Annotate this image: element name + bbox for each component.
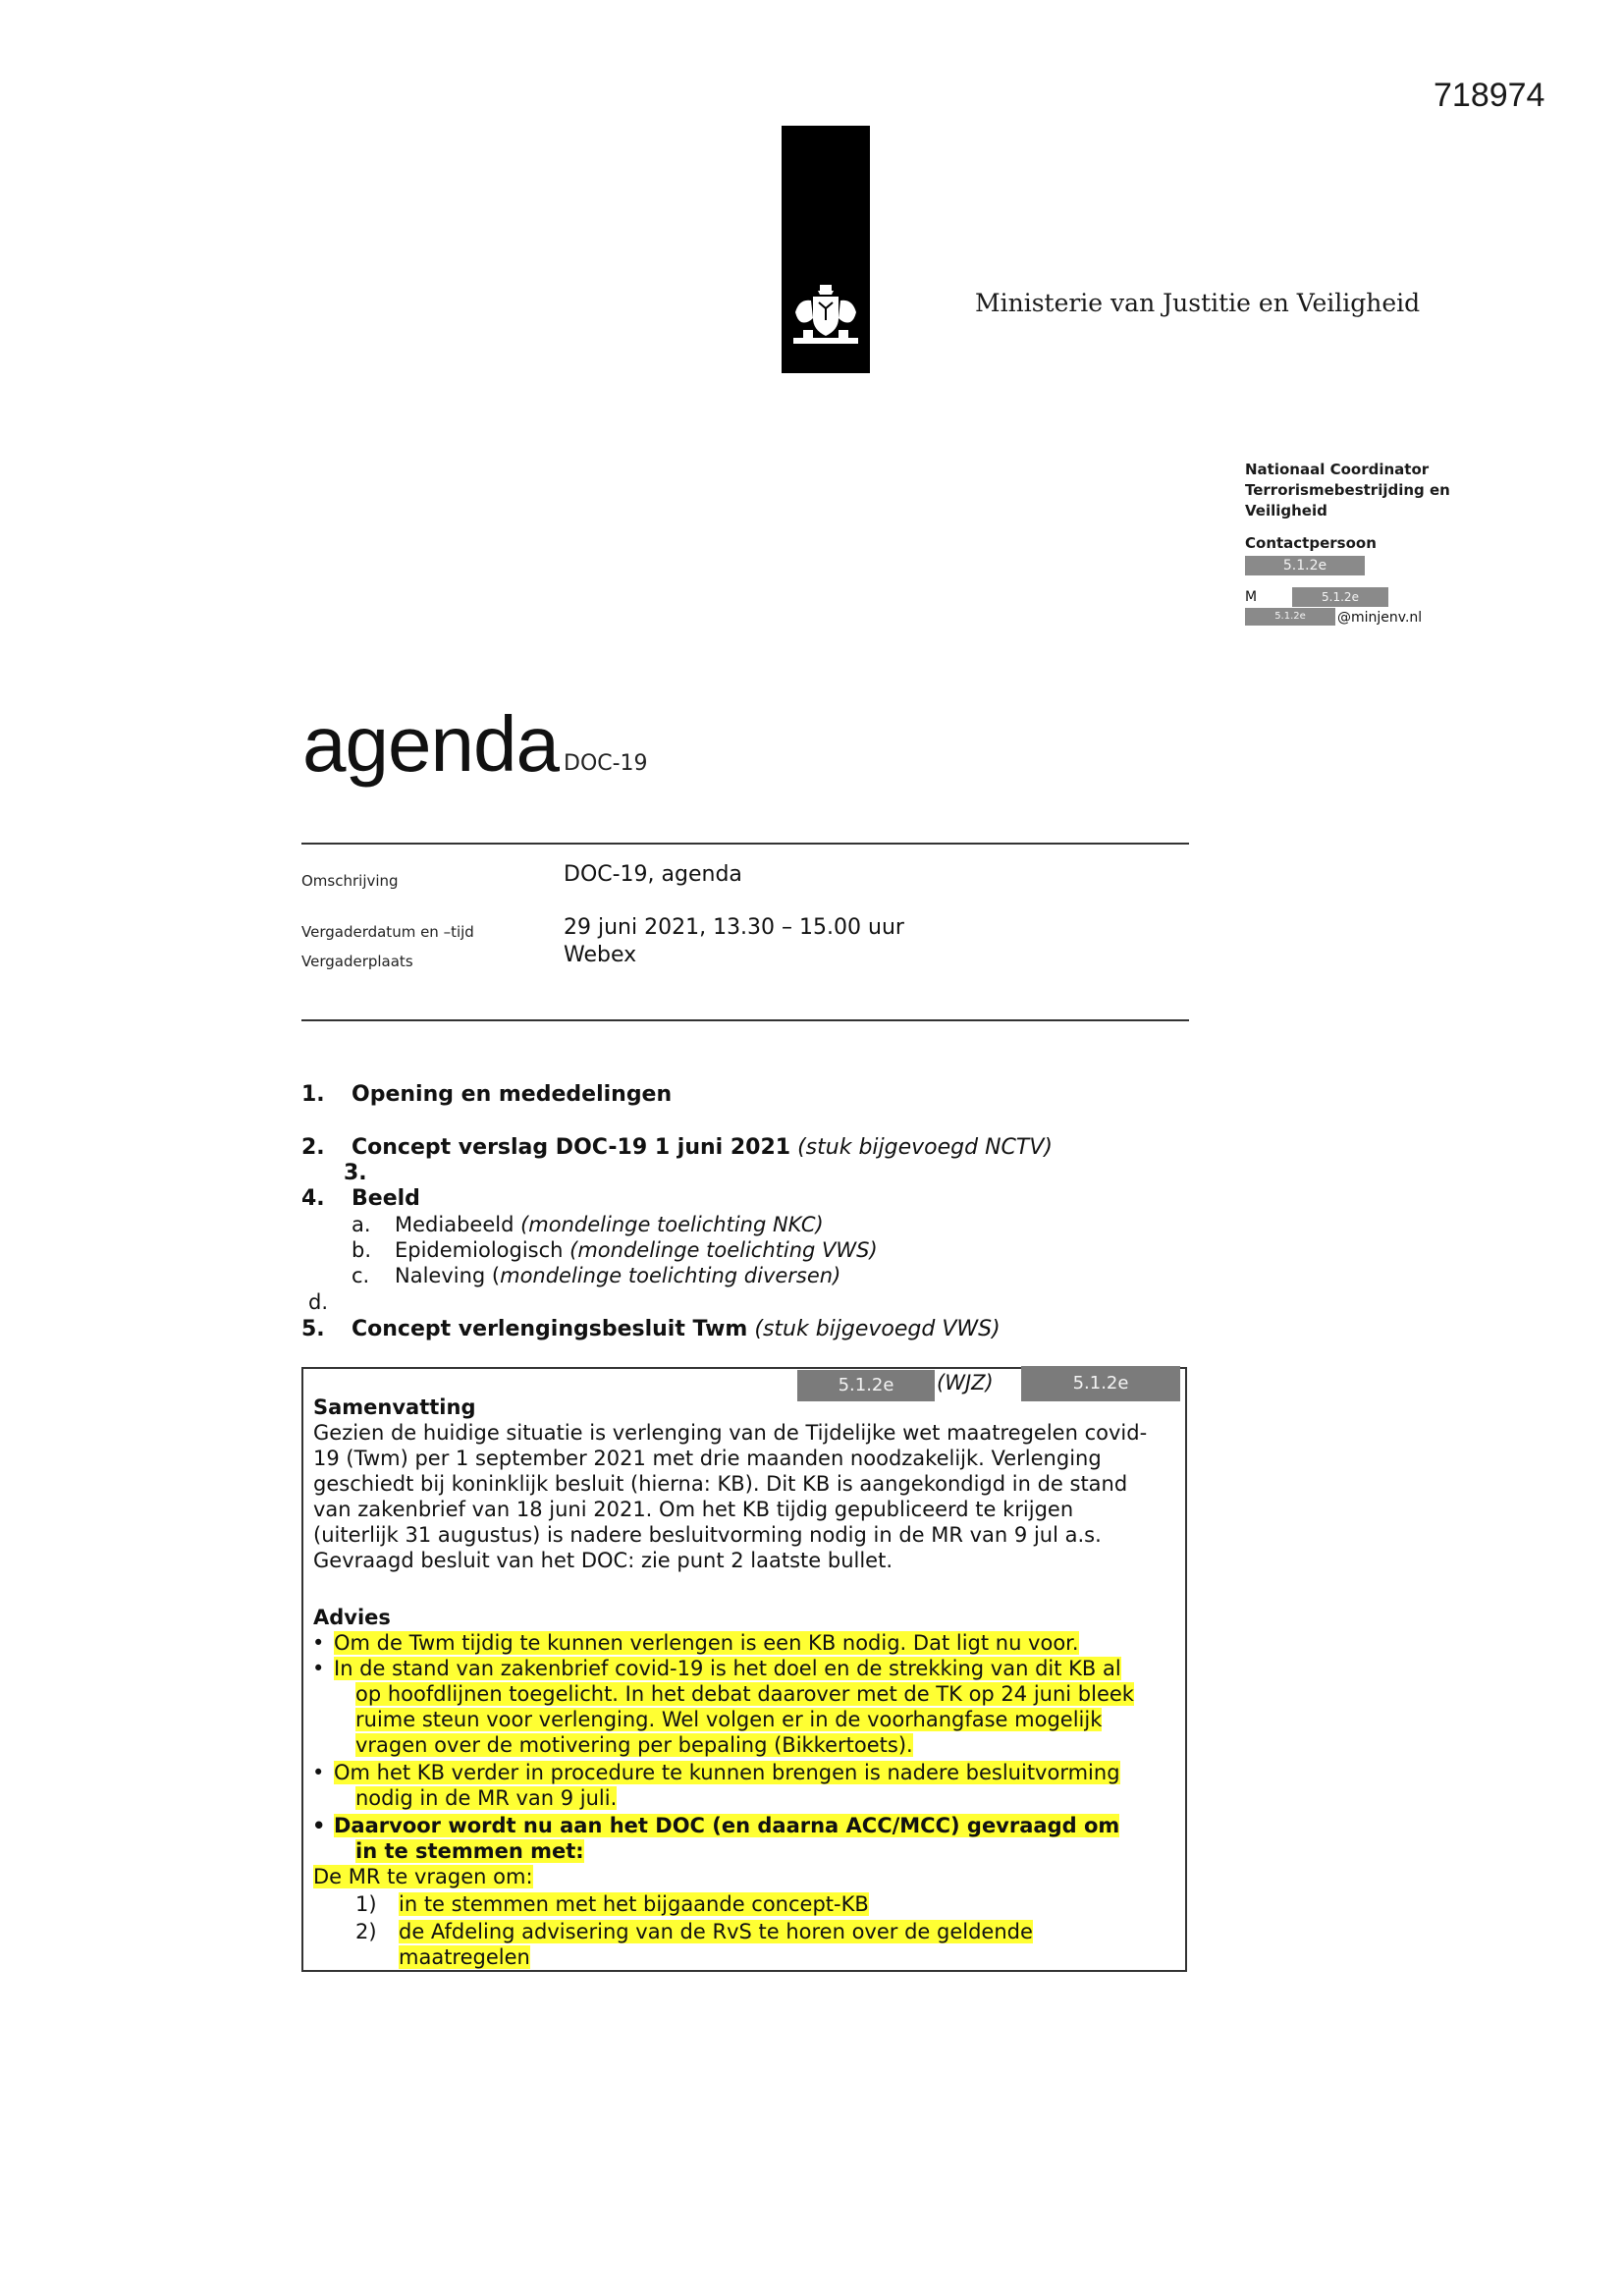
divider-top	[301, 843, 1189, 845]
coat-of-arms-icon	[789, 283, 862, 352]
item-2-number: 2.	[301, 1135, 325, 1160]
email-redaction: 5.1.2e	[1245, 608, 1335, 626]
numbered-2-content: de Afdeling advisering van de RvS te horen over de geldende	[399, 1920, 1033, 1943]
advies-bullet-4-text: in te stemmen met:	[355, 1839, 584, 1863]
advies-bullet-2-text: In de stand van zakenbrief covid-19 is het doel en de strekking van dit KB al	[334, 1657, 1121, 1680]
advies-title: Advies	[313, 1606, 391, 1629]
bullet-icon: •	[312, 1814, 326, 1837]
samenvatting-line: 19 (Twm) per 1 september 2021 met drie maanden noodzakelijk. Verlenging	[313, 1447, 1102, 1470]
omschrijving-label: Omschrijving	[301, 872, 399, 890]
item-4c-title: Naleving (	[395, 1264, 501, 1287]
datum-label: Vergaderdatum en –tijd	[301, 923, 474, 941]
item-5-note: (stuk bijgevoegd VWS)	[754, 1317, 1001, 1341]
item-4a-letter: a.	[352, 1213, 371, 1236]
item-2-note: (stuk bijgevoegd NCTV)	[797, 1135, 1053, 1160]
mobile-redaction: 5.1.2e	[1292, 587, 1388, 607]
item-4a-title: Mediabeeld	[395, 1213, 514, 1236]
item-4b-letter: b.	[352, 1238, 372, 1262]
wjz-label: (WJZ)	[937, 1371, 994, 1394]
advies-bullet-4-line-1	[334, 1813, 1119, 1838]
box-redaction-2: 5.1.2e	[1021, 1366, 1180, 1401]
advies-bullet-3-line-1	[334, 1760, 1120, 1785]
advies-bullet-2-line-2	[355, 1681, 1134, 1707]
advies-bullet-2-text: vragen over de motivering per bepaling (Bikkertoets).	[355, 1733, 913, 1757]
advies-bullet-3-text: nodig in de MR van 9 juli.	[355, 1786, 618, 1810]
title-code: DOC-19	[564, 751, 648, 776]
item-5-title: Concept verlengingsbesluit Twm	[352, 1317, 748, 1341]
item-2-title: Concept verslag DOC-19 1 juni 2021	[352, 1135, 791, 1160]
government-logo-bar	[782, 126, 870, 373]
item-1-text	[352, 1082, 672, 1107]
item-4-text	[352, 1186, 420, 1211]
mr-intro	[313, 1864, 533, 1889]
email-suffix: @minjenv.nl	[1337, 610, 1423, 626]
item-4c-note: mondelinge toelichting diversen)	[500, 1264, 841, 1287]
numbered-1-text	[399, 1891, 869, 1917]
advies-bullet-1	[334, 1630, 1079, 1656]
advies-bullet-3-line-2	[355, 1785, 617, 1811]
item-1-title: Opening en mededelingen	[352, 1082, 673, 1107]
item-4-number: 4.	[301, 1186, 325, 1211]
item-4b-note: (mondelinge toelichting VWS)	[569, 1238, 878, 1262]
bullet-icon: •	[312, 1657, 325, 1680]
item-5-number: 5.	[301, 1317, 325, 1341]
item-2-text	[352, 1135, 1053, 1160]
item-1-number: 1.	[301, 1082, 325, 1107]
item-4b-text	[395, 1238, 878, 1262]
datum-value: 29 juni 2021, 13.30 – 15.00 uur	[564, 915, 904, 940]
page-title: agenda	[302, 700, 559, 788]
advies-bullet-1-text: Om de Twm tijdig te kunnen verlengen is een KB nodig. Dat ligt nu voor.	[334, 1631, 1079, 1655]
advies-bullet-4-text: Daarvoor wordt nu aan het DOC (en daarna ACC/MCC) gevraagd om	[334, 1814, 1120, 1837]
numbered-2-line-2	[399, 1944, 530, 1970]
sidebar-contact-label: Contactpersoon	[1245, 534, 1377, 552]
box-redaction-1: 5.1.2e	[797, 1370, 935, 1401]
mr-intro-text: De MR te vragen om:	[313, 1865, 533, 1888]
samenvatting-line: Gevraagd besluit van het DOC: zie punt 2 laatste bullet.	[313, 1549, 893, 1572]
item-4c-letter: c.	[352, 1264, 370, 1287]
item-4b-title: Epidemiologisch	[395, 1238, 564, 1262]
samenvatting-body	[313, 1420, 1177, 1573]
samenvatting-line: Gezien de huidige situatie is verlenging van de Tijdelijke wet maatregelen covid-	[313, 1421, 1148, 1445]
bullet-icon: •	[312, 1631, 325, 1655]
numbered-1-number: 1)	[355, 1892, 377, 1916]
samenvatting-line: (uiterlijk 31 augustus) is nadere besluitvorming nodig in de MR van 9 jul a.s.	[313, 1523, 1102, 1547]
numbered-1-content: in te stemmen met het bijgaande concept-KB	[399, 1892, 869, 1916]
mobile-label: M	[1245, 589, 1258, 605]
advies-bullet-3-text: Om het KB verder in procedure te kunnen brengen is nadere besluitvorming	[334, 1761, 1120, 1784]
samenvatting-line: van zakenbrief van 18 juni 2021. Om het KB tijdig gepubliceerd te krijgen	[313, 1498, 1074, 1521]
bullet-icon: •	[312, 1761, 325, 1784]
sidebar-organization: Nationaal Coordinator Terrorismebestrijding en Veiligheid	[1245, 461, 1450, 519]
numbered-2-line-1	[399, 1919, 1033, 1944]
item-4-title: Beeld	[352, 1186, 420, 1211]
item-4c-text	[395, 1264, 840, 1287]
plaats-value: Webex	[564, 943, 637, 967]
divider-bottom	[301, 1019, 1189, 1021]
contact-redaction: 5.1.2e	[1245, 556, 1365, 575]
samenvatting-title: Samenvatting	[313, 1395, 476, 1419]
numbered-2-content: maatregelen	[399, 1945, 530, 1969]
advies-bullet-2-line-1	[334, 1656, 1121, 1681]
item-5-text	[352, 1317, 1001, 1341]
advies-bullet-2-text: ruime steun voor verlenging. Wel volgen er in de voorhangfase mogelijk	[355, 1708, 1103, 1731]
item-4a-text	[395, 1213, 824, 1236]
ministry-name: Ministerie van Justitie en Veiligheid	[975, 289, 1421, 317]
item-3-number: 3.	[344, 1161, 367, 1185]
item-d-letter: d.	[308, 1290, 329, 1314]
numbered-2-number: 2)	[355, 1920, 377, 1943]
advies-bullet-4-line-2	[355, 1838, 584, 1864]
plaats-label: Vergaderplaats	[301, 953, 413, 970]
omschrijving-value: DOC-19, agenda	[564, 862, 742, 887]
document-number: 718974	[1434, 77, 1545, 114]
advies-bullet-2-text: op hoofdlijnen toegelicht. In het debat daarover met de TK op 24 juni bleek	[355, 1682, 1134, 1706]
samenvatting-line: geschiedt bij koninklijk besluit (hierna: KB). Dit KB is aangekondigd in de stand	[313, 1472, 1128, 1496]
item-4a-note: (mondelinge toelichting NKC)	[520, 1213, 824, 1236]
advies-bullet-2-line-3	[355, 1707, 1102, 1732]
advies-bullet-2-line-4	[355, 1732, 913, 1758]
